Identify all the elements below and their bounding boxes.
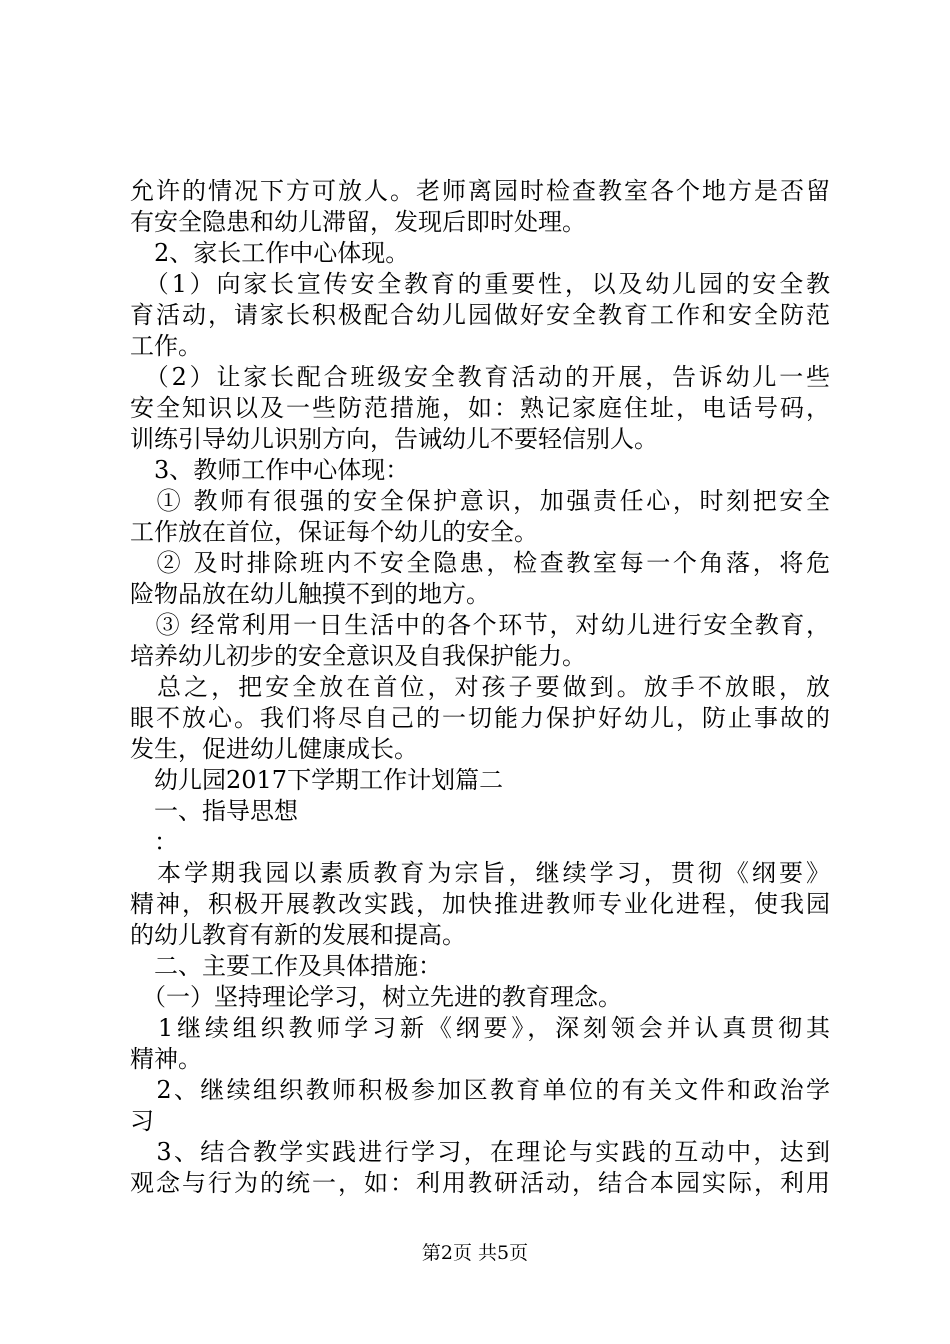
body-line: （1）向家长宣传安全教育的重要性，以及幼儿园的安全教: [130, 270, 830, 298]
body-line: ② 及时排除班内不安全隐患，检查教室每一个角落，将危: [130, 549, 830, 577]
body-line: 总之，把安全放在首位，对孩子要做到。放手不放眼，放: [130, 673, 830, 701]
body-line: 1继续组织教师学习新《纲要》，深刻领会并认真贯彻其: [130, 1014, 830, 1042]
body-line: 习: [130, 1107, 154, 1135]
body-line: 幼儿园2017下学期工作计划篇二: [130, 766, 504, 794]
body-line: 3、结合教学实践进行学习，在理论与实践的互动中，达到: [130, 1138, 830, 1166]
body-line: 2、继续组织教师积极参加区教育单位的有关文件和政治学: [130, 1076, 830, 1104]
body-line: 二、主要工作及具体措施：: [130, 952, 442, 980]
body-line: 精神，积极开展教改实践，加快推进教师专业化进程，使我园: [130, 890, 830, 918]
body-line: 训练引导幼儿识别方向，告诫幼儿不要轻信别人。: [130, 425, 658, 453]
body-line: （2）让家长配合班级安全教育活动的开展，告诉幼儿一些: [130, 363, 830, 391]
body-line: 观念与行为的统一，如：利用教研活动，结合本园实际，利用: [130, 1169, 830, 1197]
body-line: 工作。: [130, 332, 202, 360]
body-line: 2、家长工作中心体现。: [130, 239, 410, 267]
body-line: 发生，促进幼儿健康成长。: [130, 735, 418, 763]
body-line: ① 教师有很强的安全保护意识，加强责任心，时刻把安全: [130, 487, 830, 515]
body-line: 一、指导思想: [130, 797, 298, 825]
body-line: 育活动，请家长积极配合幼儿园做好安全教育工作和安全防范: [130, 301, 830, 329]
body-line: ：: [130, 828, 178, 856]
body-line: 本学期我园以素质教育为宗旨，继续学习，贯彻《纲要》: [130, 859, 830, 887]
page-number-footer: 第2页 共5页: [421, 1242, 529, 1264]
body-line: 的幼儿教育有新的发展和提高。: [130, 921, 466, 949]
body-line: ③ 经常利用一日生活中的各个环节，对幼儿进行安全教育，: [130, 611, 830, 639]
body-line: 有安全隐患和幼儿滞留，发现后即时处理。: [130, 208, 586, 236]
body-line: 允许的情况下方可放人。老师离园时检查教室各个地方是否留: [130, 177, 830, 205]
body-line: （一）坚持理论学习，树立先进的教育理念。: [130, 983, 622, 1011]
body-line: 工作放在首位，保证每个幼儿的安全。: [130, 518, 538, 546]
body-line: 安全知识以及一些防范措施，如：熟记家庭住址，电话号码，: [130, 394, 830, 422]
body-line: 险物品放在幼儿触摸不到的地方。: [130, 580, 490, 608]
body-line: 精神。: [130, 1045, 202, 1073]
body-line: 眼不放心。我们将尽自己的一切能力保护好幼儿，防止事故的: [130, 704, 830, 732]
body-line: 3、教师工作中心体现：: [130, 456, 410, 484]
body-line: 培养幼儿初步的安全意识及自我保护能力。: [130, 642, 586, 670]
